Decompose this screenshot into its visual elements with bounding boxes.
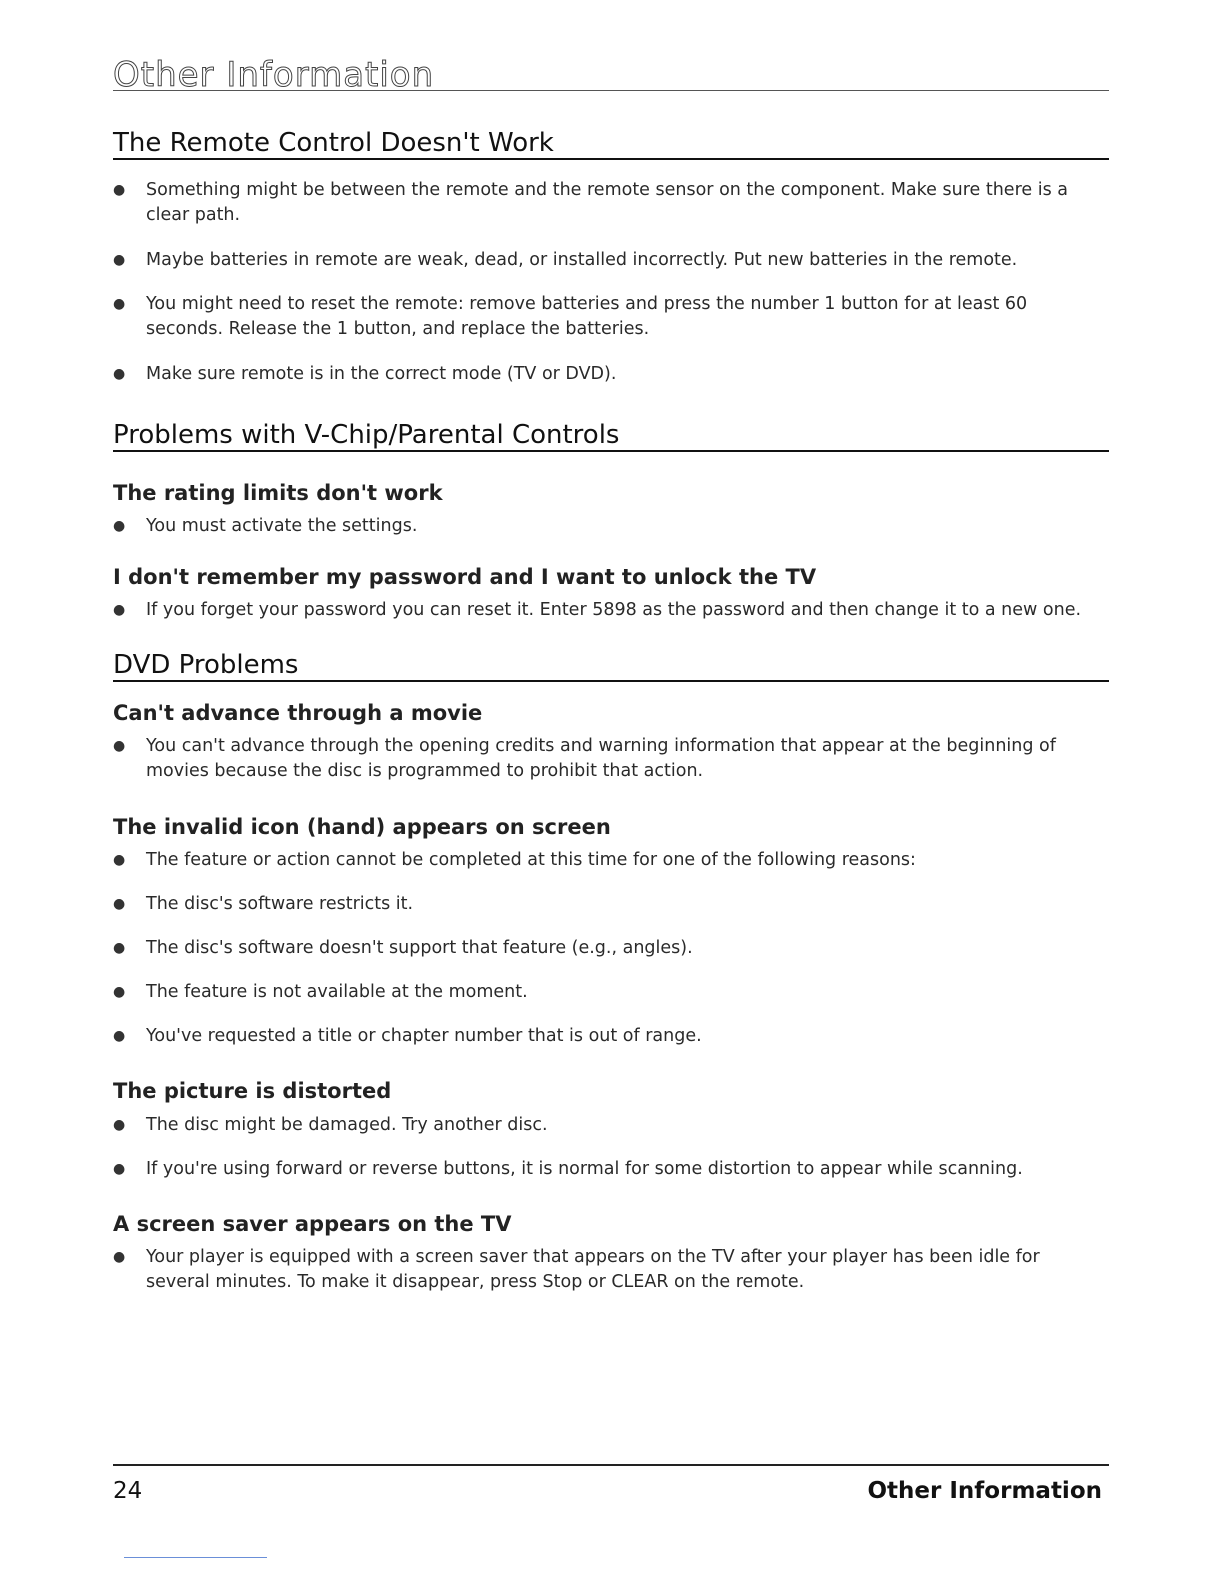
bullet-icon: ● — [113, 296, 126, 312]
list-item — [113, 734, 1109, 784]
sub-heading: I don't remember my password and I want to unlock the TV — [113, 565, 817, 589]
bullet-icon: ● — [113, 852, 126, 868]
list-item-text: The disc's software restricts it. — [146, 894, 414, 914]
list-item — [113, 1157, 1109, 1182]
list-item — [113, 980, 1109, 1005]
scan-artifact-line — [124, 1557, 267, 1558]
list-item-text: The disc might be damaged. Try another disc. — [146, 1115, 548, 1135]
list-item — [113, 292, 1109, 342]
list-item — [113, 598, 1109, 623]
list-item-text: Maybe batteries in remote are weak, dead, or installed incorrectly. Put new batteries in the remote. — [146, 250, 1018, 270]
list-item-text: Something might be between the remote and the remote sensor on the component. Make sure there is a clear path. — [146, 180, 1068, 225]
bullet-icon: ● — [113, 252, 126, 268]
sub-heading: The rating limits don't work — [113, 481, 443, 505]
list-item — [113, 1245, 1109, 1295]
section-heading-remote-control: The Remote Control Doesn't Work — [113, 130, 1109, 160]
sub-heading: Can't advance through a movie — [113, 701, 483, 725]
footer-section-name: Other Information — [867, 1478, 1102, 1504]
list-item — [113, 892, 1109, 917]
page-title: Other Information — [113, 55, 435, 95]
bullet-icon: ● — [113, 1161, 126, 1177]
sub-heading: The picture is distorted — [113, 1079, 392, 1103]
bullet-icon: ● — [113, 1028, 126, 1044]
section-heading-dvd-problems: DVD Problems — [113, 652, 1109, 682]
bullet-icon: ● — [113, 984, 126, 1000]
list-item — [113, 1113, 1109, 1138]
bullet-icon: ● — [113, 366, 126, 382]
list-item-text: The disc's software doesn't support that feature (e.g., angles). — [146, 938, 693, 958]
list-item-text: The feature or action cannot be completed at this time for one of the following reasons: — [146, 850, 916, 870]
list-item-text: You must activate the settings. — [146, 516, 418, 536]
bullet-icon: ● — [113, 1249, 126, 1265]
list-item-text: If you forget your password you can reset it. Enter 5898 as the password and then change it to a new one. — [146, 600, 1082, 620]
sub-heading: A screen saver appears on the TV — [113, 1212, 512, 1236]
list-item-text: Your player is equipped with a screen saver that appears on the TV after your player has been idle for several minutes. To make it disappear, press Stop or CLEAR on the remote. — [146, 1247, 1040, 1292]
bullet-icon: ● — [113, 602, 126, 618]
list-item-text: You might need to reset the remote: remove batteries and press the number 1 button for at least 60 seconds. Release the 1 button, and replace the batteries. — [146, 294, 1028, 339]
bullet-icon: ● — [113, 518, 126, 534]
list-item — [113, 848, 1109, 873]
list-item — [113, 178, 1109, 228]
list-item — [113, 1024, 1109, 1049]
footer-divider — [113, 1464, 1109, 1466]
bullet-icon: ● — [113, 940, 126, 956]
bullet-icon: ● — [113, 1117, 126, 1133]
list-item-text: The feature is not available at the moment. — [146, 982, 528, 1002]
list-item-text: You've requested a title or chapter number that is out of range. — [146, 1026, 702, 1046]
list-item-text: If you're using forward or reverse buttons, it is normal for some distortion to appear while scanning. — [146, 1159, 1023, 1179]
list-item — [113, 362, 1109, 387]
list-item — [113, 936, 1109, 961]
bullet-icon: ● — [113, 738, 126, 754]
list-item-text: You can't advance through the opening credits and warning information that appear at the beginning of movies because the disc is programmed to prohibit that action. — [146, 736, 1056, 781]
list-item — [113, 514, 1109, 539]
sub-heading: The invalid icon (hand) appears on screen — [113, 815, 611, 839]
section-heading-v-chip: Problems with V-Chip/Parental Controls — [113, 422, 1109, 452]
bullet-icon: ● — [113, 182, 126, 198]
list-item-text: Make sure remote is in the correct mode (TV or DVD). — [146, 364, 617, 384]
list-item — [113, 248, 1109, 273]
page-number: 24 — [113, 1478, 143, 1504]
page-header — [113, 50, 1109, 95]
bullet-icon: ● — [113, 896, 126, 912]
